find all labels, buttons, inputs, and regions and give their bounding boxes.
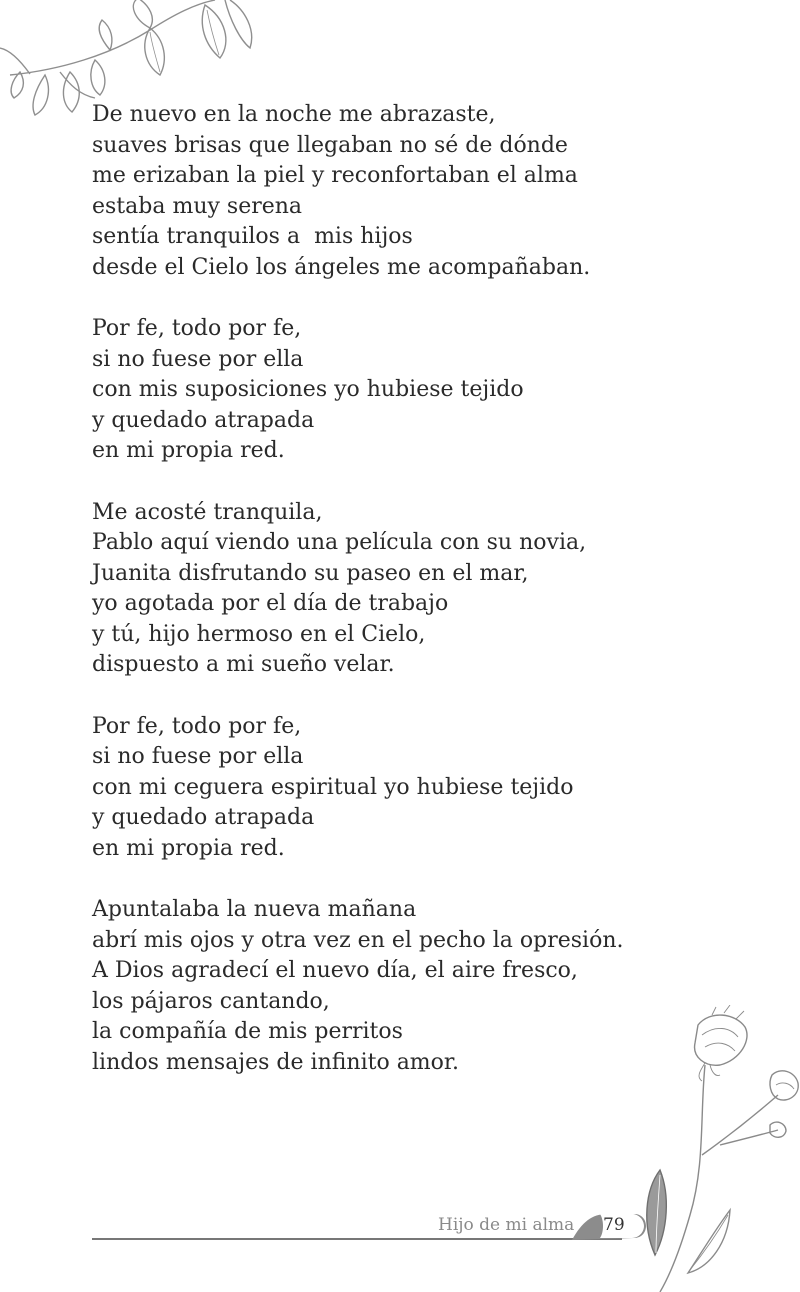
- poem-line: con mi ceguera espiritual yo hubiese tejido: [92, 774, 574, 800]
- stanza-2: [92, 314, 732, 467]
- poem-line: Me acosté tranquila,: [92, 499, 323, 525]
- running-footer-title: Hijo de mi alma: [438, 1215, 575, 1235]
- stanza-3: [92, 498, 732, 681]
- poem-line: la compañía de mis perritos: [92, 1019, 403, 1044]
- poem-line: desde el Cielo los ángeles me acompañaban.: [92, 254, 591, 280]
- poem-line: yo agotada por el día de trabajo: [92, 591, 449, 616]
- poem-line: en mi propia red.: [92, 438, 285, 463]
- poem-line: si no fuese por ella: [92, 744, 304, 769]
- poem-body: [92, 100, 732, 1109]
- poem-line: en mi propia red.: [92, 835, 285, 861]
- poem-line: y tú, hijo hermoso en el Cielo,: [92, 621, 426, 647]
- footer-rule: [92, 1238, 622, 1240]
- stanza-4: [92, 712, 732, 865]
- poem-line: lindos mensajes de infinito amor.: [92, 1049, 460, 1075]
- poem-line: A Dios agradecí el nuevo día, el aire fresco,: [92, 958, 578, 983]
- flower-stem-icon: [620, 1005, 800, 1292]
- poem-line: Por fe, todo por fe,: [92, 316, 302, 341]
- poem-line: estaba muy serena: [92, 193, 303, 219]
- poem-line: con mis suposiciones yo hubiese tejido: [92, 377, 524, 402]
- page-number: 79: [603, 1215, 625, 1235]
- poem-line: y quedado atrapada: [92, 407, 315, 433]
- stanza-1: [92, 100, 732, 283]
- poem-line: Por fe, todo por fe,: [92, 713, 302, 739]
- poem-line: sentía tranquilos a mis hijos: [92, 224, 413, 249]
- poem-line: dispuesto a mi sueño velar.: [92, 652, 395, 677]
- poem-line: y quedado atrapada: [92, 805, 315, 830]
- poem-line: abrí mis ojos y otra vez en el pecho la opresión.: [92, 927, 624, 953]
- poem-line: los pájaros cantando,: [92, 988, 330, 1014]
- poem-line: Juanita disfrutando su paseo en el mar,: [92, 560, 529, 586]
- poem-line: Apuntalaba la nueva mañana: [92, 897, 417, 922]
- poem-line: De nuevo en la noche me abrazaste,: [92, 102, 496, 127]
- poem-line: Pablo aquí viendo una película con su novia,: [92, 530, 587, 555]
- poem-line: si no fuese por ella: [92, 346, 304, 372]
- poem-line: me erizaban la piel y reconfortaban el alma: [92, 163, 578, 188]
- poem-line: suaves brisas que llegaban no sé de dónde: [92, 132, 568, 158]
